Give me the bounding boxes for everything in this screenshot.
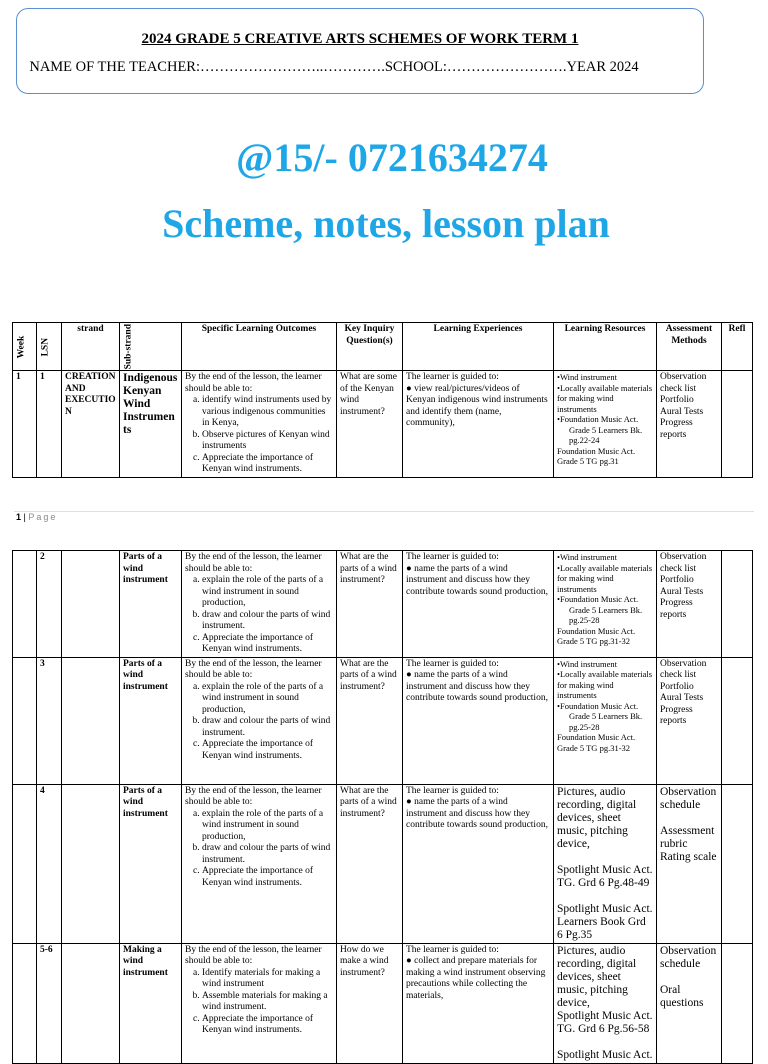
- week-cell: [13, 943, 37, 1063]
- resources-cell: [554, 657, 657, 784]
- strand-cell: [62, 551, 120, 658]
- table-header-row: [13, 323, 753, 371]
- experiences-text: ● collect and prepare materials for making a wind instrument observing precautions while collecting the materials,: [406, 956, 546, 1001]
- assessment-item: Observation check list: [660, 552, 707, 574]
- week-cell: [13, 784, 37, 943]
- outcome-item: a. explain the role of the parts of a wind instrument in sound production,: [202, 575, 333, 610]
- outcomes-cell: [182, 371, 337, 478]
- experiences-intro: The learner is guided to:: [406, 552, 499, 562]
- experiences-text: ● name the parts of a wind instrument and discuss how they contribute towards sound production,: [406, 563, 548, 597]
- week-cell: 1: [13, 371, 37, 478]
- header-reflection: Refl: [722, 323, 753, 371]
- resource-item: Foundation Music Act. Grade 5 TG pg.31-32: [557, 625, 636, 646]
- outcome-item: c. Appreciate the importance of Kenyan wind instruments.: [202, 633, 333, 656]
- assessment-item: Aural Tests: [660, 406, 704, 417]
- lsn-cell: 3: [37, 657, 62, 784]
- substrand-cell: Parts of a wind instrument: [120, 784, 182, 943]
- experiences-cell: [403, 371, 554, 478]
- experiences-text: ● name the parts of a wind instrument and discuss how they contribute towards sound production,: [406, 670, 548, 703]
- page-label: Page: [28, 512, 58, 522]
- page-divider: [14, 511, 754, 512]
- lsn-cell: 1: [37, 371, 62, 478]
- week-cell: [13, 657, 37, 784]
- promo-subtitle: Scheme, notes, lesson plan: [162, 201, 610, 246]
- resource-item: • Foundation Music Act.: [557, 594, 653, 605]
- outcome-item: c. Appreciate the importance of Kenyan wind instruments.: [202, 739, 333, 762]
- assessment-item: Progress reports: [660, 704, 693, 726]
- assessment-item: Assessment rubric: [660, 824, 715, 850]
- assessment-item: Progress reports: [660, 598, 693, 620]
- promo-phone: @15/- 0721634274: [236, 135, 548, 180]
- outcomes-list: [185, 575, 333, 656]
- experiences-text: ● name the parts of a wind instrument and discuss how they contribute towards sound production,: [406, 797, 548, 830]
- experiences-cell: [403, 943, 554, 1063]
- outcomes-list: [185, 968, 333, 1037]
- scheme-table-page-1: [12, 322, 753, 478]
- header-assessment: Assessment Methods: [657, 323, 722, 371]
- header-box: [16, 8, 704, 94]
- inquiry-cell: What are the parts of a wind instrument?: [337, 657, 403, 784]
- outcomes-cell: [182, 784, 337, 943]
- resource-item: Foundation Music Act. Grade 5 TG pg.31-32: [557, 732, 636, 753]
- experiences-intro: The learner is guided to:: [406, 658, 499, 669]
- table-row: [13, 943, 753, 1063]
- outcome-item: b. Assemble materials for making a wind instrument.: [202, 991, 333, 1014]
- resources-cell: [554, 371, 657, 478]
- resource-item: • Foundation Music Act.: [557, 701, 653, 712]
- outcome-item: c. Appreciate the importance of Kenyan wind instruments.: [202, 453, 333, 476]
- strand-cell: [62, 784, 120, 943]
- inquiry-cell: How do we make a wind instrument?: [337, 943, 403, 1063]
- assessment-item: Observation schedule: [660, 785, 717, 811]
- resource-item: • Foundation Music Act.: [557, 414, 653, 425]
- assessment-item: Rating scale: [660, 850, 717, 863]
- outcomes-intro: By the end of the lesson, the learner should be able to:: [185, 785, 322, 807]
- resources-cell: [554, 943, 657, 1063]
- lsn-cell: 4: [37, 784, 62, 943]
- resources-cell: [554, 784, 657, 943]
- outcomes-intro: By the end of the lesson, the learner should be able to:: [185, 944, 322, 966]
- assessment-item: Oral questions: [660, 983, 704, 1009]
- experiences-intro: The learner is guided to:: [406, 944, 499, 955]
- resource-item: • Locally available materials for making wind instruments: [557, 383, 653, 415]
- assessment-cell: [657, 943, 722, 1063]
- reflection-cell: [722, 371, 753, 478]
- resource-item: • Wind instrument: [557, 372, 653, 383]
- page-number: 1: [16, 512, 22, 522]
- resource-item: • Wind instrument: [557, 659, 653, 670]
- assessment-item: Portfolio: [660, 681, 694, 692]
- outcomes-intro: By the end of the lesson, the learner should be able to:: [185, 658, 322, 680]
- outcome-item: a. Identify materials for making a wind instrument: [202, 968, 333, 991]
- header-resources: Learning Resources: [554, 323, 657, 371]
- header-outcomes: Specific Learning Outcomes: [182, 323, 337, 371]
- strand-cell: [62, 943, 120, 1063]
- experiences-intro: The learner is guided to:: [406, 785, 499, 796]
- reflection-cell: [722, 943, 753, 1063]
- lsn-cell: 5-6: [37, 943, 62, 1063]
- assessment-item: Portfolio: [660, 575, 694, 585]
- teacher-school-line: NAME OF THE TEACHER:……………………..………….SCHOOL:…………………….YEAR 2024: [29, 59, 639, 75]
- experiences-cell: [403, 657, 554, 784]
- outcome-item: c. Appreciate the importance of Kenyan wind instruments.: [202, 1014, 333, 1037]
- resource-item: Spotlight Music Act. TG. Grd 6 Pg.56-58: [557, 1009, 653, 1035]
- experiences-cell: [403, 551, 554, 658]
- header-substrand: Sub-strand: [120, 323, 182, 371]
- inquiry-cell: What are the parts of a wind instrument?: [337, 551, 403, 658]
- resource-item: Foundation Music Act. Grade 5 TG pg.31: [557, 445, 636, 467]
- assessment-cell: [657, 657, 722, 784]
- lsn-cell: 2: [37, 551, 62, 658]
- table-row: [13, 784, 753, 943]
- header-week: Week: [13, 323, 37, 371]
- header-experiences: Learning Experiences: [403, 323, 554, 371]
- resource-item: Spotlight Music Act. Learners Book Grd 6 Pg.35: [557, 902, 653, 941]
- outcomes-list: [185, 395, 333, 476]
- outcome-item: a. explain the role of the parts of a wind instrument in sound production,: [202, 809, 333, 844]
- resource-item: Grade 5 Learners Bk. pg.25-28: [569, 604, 643, 625]
- resource-item: Spotlight Music Act. TG. Grd 6 Pg.48-49: [557, 863, 653, 889]
- resource-item: Pictures, audio recording, digital devices, sheet music, pitching device,: [557, 944, 637, 1009]
- resource-item: • Locally available materials for making wind instruments: [557, 563, 653, 595]
- outcome-item: b. draw and colour the parts of wind instrument.: [202, 843, 333, 866]
- resources-cell: [554, 551, 657, 658]
- experiences-text: ● view real/pictures/videos of Kenyan indigenous wind instruments and identify them (name, community),: [406, 383, 548, 429]
- assessment-cell: [657, 551, 722, 658]
- substrand-cell: Making a wind instrument: [120, 943, 182, 1063]
- document-title: 2024 GRADE 5 CREATIVE ARTS SCHEMES OF WORK TERM 1: [141, 31, 579, 47]
- assessment-cell: [657, 371, 722, 478]
- assessment-item: Portfolio: [660, 395, 694, 406]
- substrand-cell: Parts of a wind instrument: [120, 551, 182, 658]
- resource-item: Spotlight Music Act.: [557, 1048, 653, 1061]
- outcome-item: a. identify wind instruments used by various indigenous communities in Kenya,: [202, 395, 333, 430]
- outcomes-intro: By the end of the lesson, the learner should be able to:: [185, 552, 322, 574]
- outcomes-cell: [182, 943, 337, 1063]
- reflection-cell: [722, 784, 753, 943]
- resource-item: Pictures, audio recording, digital devices, sheet music, pitching device,: [557, 785, 637, 850]
- outcomes-cell: [182, 551, 337, 658]
- resources-list: [557, 552, 653, 647]
- resources-list: [557, 372, 653, 467]
- inquiry-cell: What are some of the Kenyan wind instrument?: [337, 371, 403, 478]
- assessment-item: Aural Tests: [660, 693, 704, 703]
- outcome-item: b. draw and colour the parts of wind instrument.: [202, 610, 333, 633]
- inquiry-cell: What are the parts of a wind instrument?: [337, 784, 403, 943]
- outcomes-list: [185, 809, 333, 890]
- assessment-item: Observation check list: [660, 372, 707, 394]
- assessment-item: Observation schedule: [660, 944, 717, 970]
- outcomes-intro: By the end of the lesson, the learner should be able to:: [185, 372, 322, 394]
- assessment-item: Observation check list: [660, 658, 707, 680]
- substrand-cell: Indigenous Kenyan Wind Instruments: [120, 371, 182, 478]
- assessment-item: Aural Tests: [660, 586, 704, 597]
- page-footer: 1 | Page: [16, 512, 58, 522]
- scheme-table-page-2: [12, 550, 753, 1064]
- outcome-item: b. Observe pictures of Kenyan wind instruments: [202, 430, 333, 453]
- resource-item: • Locally available materials for making wind instruments: [557, 669, 653, 701]
- resources-list: [557, 659, 653, 754]
- outcome-item: c. Appreciate the importance of Kenyan wind instruments.: [202, 866, 333, 889]
- header-lsn: LSN: [37, 323, 62, 371]
- assessment-item: Progress reports: [660, 418, 693, 440]
- outcome-item: a. explain the role of the parts of a wind instrument in sound production,: [202, 682, 333, 717]
- assessment-cell: [657, 784, 722, 943]
- reflection-cell: [722, 551, 753, 658]
- strand-cell: [62, 657, 120, 784]
- resource-item: Grade 5 Learners Bk. pg.22-24: [569, 424, 643, 446]
- outcome-item: b. draw and colour the parts of wind instrument.: [202, 716, 333, 739]
- table-row: [13, 657, 753, 784]
- week-cell: [13, 551, 37, 658]
- reflection-cell: [722, 657, 753, 784]
- outcomes-list: [185, 682, 333, 763]
- header-inquiry: Key Inquiry Question(s): [337, 323, 403, 371]
- table-row: [13, 371, 753, 478]
- experiences-cell: [403, 784, 554, 943]
- substrand-cell: Parts of a wind instrument: [120, 657, 182, 784]
- experiences-intro: The learner is guided to:: [406, 372, 499, 383]
- outcomes-cell: [182, 657, 337, 784]
- strand-cell: CREATION AND EXECUTION: [62, 371, 120, 478]
- table-row: [13, 551, 753, 658]
- header-strand: strand: [62, 323, 120, 371]
- resource-item: Grade 5 Learners Bk. pg.25-28: [569, 711, 643, 732]
- resource-item: • Wind instrument: [557, 552, 653, 563]
